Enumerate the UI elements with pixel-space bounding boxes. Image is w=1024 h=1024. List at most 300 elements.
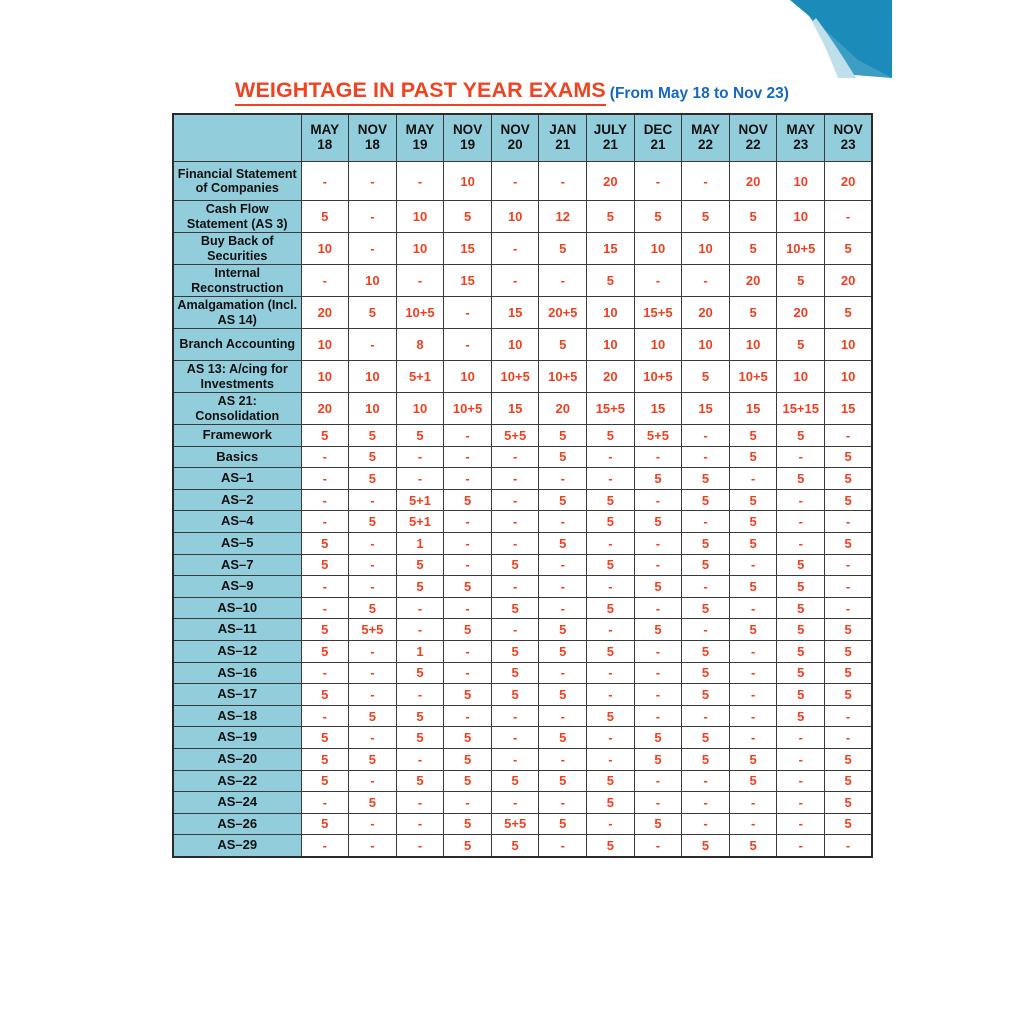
cell-value: 20 xyxy=(301,393,349,425)
cell-value: 10 xyxy=(396,233,444,265)
cell-value: 5 xyxy=(682,468,730,490)
table-row xyxy=(173,619,872,641)
row-label: AS–11 xyxy=(173,619,301,641)
cell-value: 5 xyxy=(539,233,587,265)
cell-value: 5+1 xyxy=(396,489,444,511)
cell-value: - xyxy=(587,468,635,490)
cell-value: 10+5 xyxy=(539,361,587,393)
cell-value: 15 xyxy=(587,233,635,265)
table-head xyxy=(173,114,872,162)
row-label: AS–24 xyxy=(173,792,301,814)
cell-value: 5 xyxy=(587,792,635,814)
row-label: Financial Statement of Companies xyxy=(173,162,301,201)
row-label: AS–17 xyxy=(173,684,301,706)
cell-value: - xyxy=(682,162,730,201)
cell-value: 5 xyxy=(396,554,444,576)
cell-value: 5 xyxy=(825,489,873,511)
cell-value: 15 xyxy=(825,393,873,425)
cell-value: 5+5 xyxy=(491,813,539,835)
cell-value: - xyxy=(634,554,682,576)
cell-value: - xyxy=(634,489,682,511)
cell-value: 5 xyxy=(634,576,682,598)
cell-value: 5 xyxy=(587,705,635,727)
cell-value: - xyxy=(301,446,349,468)
cell-value: - xyxy=(539,162,587,201)
column-header-month: NOV xyxy=(357,122,388,138)
table-row xyxy=(173,297,872,329)
cell-value: 5 xyxy=(825,748,873,770)
cell-value: - xyxy=(444,532,492,554)
column-header-year: 19 xyxy=(460,137,476,152)
cell-value: - xyxy=(825,705,873,727)
cell-value: 5 xyxy=(682,532,730,554)
cell-value: - xyxy=(349,554,397,576)
cell-value: 5 xyxy=(729,489,777,511)
cell-value: 20 xyxy=(777,297,825,329)
cell-value: 5 xyxy=(825,662,873,684)
cell-value: 5 xyxy=(682,684,730,706)
column-header-jan-21 xyxy=(539,114,587,162)
cell-value: 10 xyxy=(634,329,682,361)
cell-value: 5 xyxy=(491,684,539,706)
cell-value: 5 xyxy=(682,640,730,662)
row-label: Branch Accounting xyxy=(173,329,301,361)
cell-value: 5 xyxy=(729,748,777,770)
cell-value: 5 xyxy=(729,297,777,329)
cell-value: - xyxy=(444,468,492,490)
cell-value: 5 xyxy=(539,446,587,468)
cell-value: - xyxy=(634,446,682,468)
cell-value: 5 xyxy=(587,425,635,447)
cell-value: - xyxy=(349,640,397,662)
cell-value: 5 xyxy=(634,748,682,770)
table-row xyxy=(173,489,872,511)
cell-value: 10 xyxy=(349,361,397,393)
cell-value: 5 xyxy=(587,597,635,619)
cell-value: 5 xyxy=(634,813,682,835)
table-row xyxy=(173,361,872,393)
column-header-year: 23 xyxy=(793,137,809,152)
cell-value: 5 xyxy=(777,662,825,684)
cell-value: - xyxy=(729,597,777,619)
cell-value: 5 xyxy=(491,662,539,684)
cell-value: - xyxy=(587,662,635,684)
cell-value: 5 xyxy=(444,201,492,233)
page-title xyxy=(0,78,1024,106)
column-header-year: 20 xyxy=(507,137,523,152)
cell-value: 5 xyxy=(349,748,397,770)
table-row xyxy=(173,813,872,835)
table-row xyxy=(173,201,872,233)
cell-value: - xyxy=(587,727,635,749)
cell-value: 5 xyxy=(539,489,587,511)
cell-value: - xyxy=(444,792,492,814)
cell-value: 15 xyxy=(729,393,777,425)
row-label: Internal Reconstruction xyxy=(173,265,301,297)
cell-value: 5 xyxy=(682,597,730,619)
cell-value: - xyxy=(301,468,349,490)
cell-value: 5 xyxy=(491,597,539,619)
cell-value: - xyxy=(825,425,873,447)
cell-value: - xyxy=(729,792,777,814)
cell-value: 10 xyxy=(396,393,444,425)
cell-value: 20 xyxy=(682,297,730,329)
cell-value: - xyxy=(777,489,825,511)
cell-value: - xyxy=(301,511,349,533)
cell-value: 12 xyxy=(539,201,587,233)
cell-value: 15+15 xyxy=(777,393,825,425)
table-row xyxy=(173,425,872,447)
cell-value: 10 xyxy=(396,201,444,233)
cell-value: - xyxy=(491,748,539,770)
cell-value: - xyxy=(825,511,873,533)
cell-value: - xyxy=(682,770,730,792)
cell-value: 10 xyxy=(777,162,825,201)
cell-value: 5 xyxy=(444,619,492,641)
cell-value: - xyxy=(825,201,873,233)
cell-value: 5 xyxy=(777,468,825,490)
cell-value: - xyxy=(301,792,349,814)
cell-value: - xyxy=(539,576,587,598)
cell-value: 5 xyxy=(777,705,825,727)
cell-value: 15 xyxy=(682,393,730,425)
cell-value: - xyxy=(634,662,682,684)
cell-value: 5 xyxy=(777,640,825,662)
cell-value: 10+5 xyxy=(634,361,682,393)
cell-value: 10 xyxy=(444,162,492,201)
cell-value: 15 xyxy=(491,297,539,329)
cell-value: - xyxy=(349,727,397,749)
cell-value: - xyxy=(396,468,444,490)
cell-value: - xyxy=(682,705,730,727)
cell-value: 20 xyxy=(825,265,873,297)
cell-value: 5 xyxy=(396,770,444,792)
cell-value: 5 xyxy=(444,489,492,511)
column-header-july-21 xyxy=(587,114,635,162)
row-label: AS–20 xyxy=(173,748,301,770)
cell-value: - xyxy=(587,684,635,706)
cell-value: - xyxy=(825,576,873,598)
cell-value: 5 xyxy=(587,489,635,511)
column-header-month: MAY xyxy=(405,122,435,138)
cell-value: 15 xyxy=(634,393,682,425)
cell-value: 20+5 xyxy=(539,297,587,329)
column-header-month: JAN xyxy=(549,122,577,138)
table-row xyxy=(173,835,872,857)
cell-value: 5 xyxy=(682,489,730,511)
cell-value: - xyxy=(444,446,492,468)
cell-value: 5 xyxy=(301,554,349,576)
cell-value: - xyxy=(825,835,873,857)
cell-value: - xyxy=(539,748,587,770)
cell-value: 20 xyxy=(729,162,777,201)
column-header-may-22 xyxy=(682,114,730,162)
table-row xyxy=(173,554,872,576)
cell-value: 15 xyxy=(444,233,492,265)
table-row xyxy=(173,597,872,619)
cell-value: - xyxy=(682,425,730,447)
column-header-nov-23 xyxy=(825,114,873,162)
cell-value: - xyxy=(777,813,825,835)
row-label: AS–7 xyxy=(173,554,301,576)
cell-value: 5 xyxy=(349,446,397,468)
column-header-month: NOV xyxy=(500,122,530,138)
column-header-month: MAY xyxy=(310,122,340,138)
cell-value: 5 xyxy=(729,619,777,641)
cell-value: 10+5 xyxy=(777,233,825,265)
cell-value: 5 xyxy=(634,727,682,749)
column-header-year: 19 xyxy=(412,137,428,152)
cell-value: 5 xyxy=(444,770,492,792)
cell-value: - xyxy=(396,162,444,201)
cell-value: - xyxy=(729,813,777,835)
row-label: AS–4 xyxy=(173,511,301,533)
cell-value: 5+1 xyxy=(396,511,444,533)
cell-value: 5 xyxy=(825,532,873,554)
cell-value: 10 xyxy=(301,329,349,361)
cell-value: 5+5 xyxy=(349,619,397,641)
column-header-month: JULY xyxy=(593,122,627,138)
table-row xyxy=(173,705,872,727)
cell-value: 5 xyxy=(729,835,777,857)
column-header-year: 18 xyxy=(317,137,333,152)
cell-value: 10 xyxy=(301,361,349,393)
cell-value: 10 xyxy=(682,233,730,265)
row-label: AS–2 xyxy=(173,489,301,511)
cell-value: 10+5 xyxy=(729,361,777,393)
cell-value: - xyxy=(682,511,730,533)
cell-value: - xyxy=(301,162,349,201)
cell-value: 10 xyxy=(491,201,539,233)
table-row xyxy=(173,532,872,554)
table-row xyxy=(173,576,872,598)
cell-value: - xyxy=(349,489,397,511)
cell-value: 10 xyxy=(777,201,825,233)
table-row xyxy=(173,640,872,662)
cell-value: - xyxy=(539,468,587,490)
column-header-year: 22 xyxy=(698,137,714,152)
cell-value: 10 xyxy=(349,393,397,425)
cell-value: - xyxy=(491,576,539,598)
cell-value: - xyxy=(634,684,682,706)
column-header-may-18 xyxy=(301,114,349,162)
cell-value: - xyxy=(539,597,587,619)
cell-value: - xyxy=(444,597,492,619)
cell-value: 5 xyxy=(634,511,682,533)
cell-value: 5 xyxy=(396,705,444,727)
cell-value: 5 xyxy=(539,813,587,835)
cell-value: - xyxy=(587,748,635,770)
cell-value: - xyxy=(349,684,397,706)
cell-value: - xyxy=(777,511,825,533)
cell-value: 1 xyxy=(396,532,444,554)
cell-value: - xyxy=(682,619,730,641)
cell-value: - xyxy=(396,446,444,468)
cell-value: 5 xyxy=(444,576,492,598)
cell-value: 15+5 xyxy=(587,393,635,425)
table-row xyxy=(173,446,872,468)
cell-value: - xyxy=(349,813,397,835)
cell-value: 5 xyxy=(682,727,730,749)
cell-value: - xyxy=(396,813,444,835)
table-row xyxy=(173,468,872,490)
cell-value: 5 xyxy=(777,597,825,619)
cell-value: - xyxy=(539,835,587,857)
cell-value: 10+5 xyxy=(396,297,444,329)
row-label: AS–26 xyxy=(173,813,301,835)
cell-value: 5 xyxy=(777,425,825,447)
cell-value: 20 xyxy=(825,162,873,201)
column-header-may-19 xyxy=(396,114,444,162)
cell-value: - xyxy=(539,792,587,814)
cell-value: 5 xyxy=(587,511,635,533)
column-header-year: 21 xyxy=(555,137,571,152)
table-row xyxy=(173,511,872,533)
cell-value: 5 xyxy=(777,684,825,706)
cell-value: - xyxy=(682,446,730,468)
cell-value: 5 xyxy=(301,532,349,554)
row-label: AS–10 xyxy=(173,597,301,619)
cell-value: 5 xyxy=(825,684,873,706)
cell-value: - xyxy=(682,813,730,835)
table-row xyxy=(173,329,872,361)
cell-value: 5 xyxy=(729,233,777,265)
cell-value: - xyxy=(634,597,682,619)
cell-value: - xyxy=(539,511,587,533)
cell-value: 5+5 xyxy=(634,425,682,447)
cell-value: 5 xyxy=(539,532,587,554)
cell-value: 5 xyxy=(444,727,492,749)
row-label: AS–22 xyxy=(173,770,301,792)
cell-value: 10 xyxy=(729,329,777,361)
cell-value: - xyxy=(825,597,873,619)
cell-value: - xyxy=(825,727,873,749)
column-header-nov-19 xyxy=(444,114,492,162)
main-title-text: WEIGHTAGE IN PAST YEAR EXAMS xyxy=(235,78,606,106)
table-row xyxy=(173,684,872,706)
row-label: AS–12 xyxy=(173,640,301,662)
row-label: AS–5 xyxy=(173,532,301,554)
cell-value: 10 xyxy=(444,361,492,393)
cell-value: 5 xyxy=(682,554,730,576)
cell-value: 5 xyxy=(777,619,825,641)
cell-value: 5 xyxy=(444,835,492,857)
cell-value: - xyxy=(349,532,397,554)
cell-value: 10+5 xyxy=(444,393,492,425)
cell-value: 5 xyxy=(587,770,635,792)
cell-value: 10 xyxy=(301,233,349,265)
cell-value: 5 xyxy=(349,297,397,329)
cell-value: 5 xyxy=(301,425,349,447)
cell-value: - xyxy=(587,532,635,554)
cell-value: - xyxy=(444,640,492,662)
cell-value: - xyxy=(491,162,539,201)
cell-value: - xyxy=(729,554,777,576)
cell-value: - xyxy=(491,792,539,814)
cell-value: 5 xyxy=(349,792,397,814)
cell-value: - xyxy=(729,727,777,749)
cell-value: 5 xyxy=(825,619,873,641)
table-row xyxy=(173,393,872,425)
cell-value: - xyxy=(777,727,825,749)
cell-value: - xyxy=(491,705,539,727)
cell-value: - xyxy=(349,770,397,792)
cell-value: 10 xyxy=(587,329,635,361)
column-header-nov-20 xyxy=(491,114,539,162)
cell-value: 10 xyxy=(634,233,682,265)
cell-value: 10 xyxy=(825,329,873,361)
cell-value: 5 xyxy=(539,727,587,749)
cell-value: 5 xyxy=(777,329,825,361)
cell-value: 5 xyxy=(396,425,444,447)
cell-value: - xyxy=(491,489,539,511)
cell-value: - xyxy=(682,265,730,297)
cell-value: 5 xyxy=(444,748,492,770)
cell-value: 5 xyxy=(682,361,730,393)
cell-value: - xyxy=(301,489,349,511)
row-label: Framework xyxy=(173,425,301,447)
cell-value: 20 xyxy=(587,162,635,201)
cell-value: - xyxy=(587,813,635,835)
row-label: AS 21: Consolidation xyxy=(173,393,301,425)
cell-value: 10 xyxy=(491,329,539,361)
cell-value: 5+1 xyxy=(396,361,444,393)
cell-value: 5 xyxy=(349,468,397,490)
cell-value: - xyxy=(777,748,825,770)
cell-value: - xyxy=(396,792,444,814)
cell-value: - xyxy=(634,640,682,662)
cell-value: - xyxy=(396,835,444,857)
cell-value: - xyxy=(491,727,539,749)
page-curl-icon xyxy=(772,0,892,78)
cell-value: - xyxy=(777,792,825,814)
cell-value: 5 xyxy=(634,619,682,641)
cell-value: - xyxy=(634,770,682,792)
cell-value: 5 xyxy=(539,770,587,792)
cell-value: - xyxy=(444,511,492,533)
cell-value: - xyxy=(682,792,730,814)
cell-value: 5 xyxy=(729,532,777,554)
cell-value: 5 xyxy=(587,554,635,576)
cell-value: - xyxy=(396,684,444,706)
cell-value: - xyxy=(349,662,397,684)
cell-value: 5 xyxy=(491,640,539,662)
cell-value: - xyxy=(539,554,587,576)
cell-value: 15+5 xyxy=(634,297,682,329)
table-row xyxy=(173,748,872,770)
cell-value: 5 xyxy=(444,813,492,835)
cell-value: - xyxy=(634,835,682,857)
cell-value: 5 xyxy=(539,329,587,361)
cell-value: 5 xyxy=(349,425,397,447)
cell-value: 5 xyxy=(634,468,682,490)
row-label: Buy Back of Securities xyxy=(173,233,301,265)
table-row xyxy=(173,662,872,684)
cell-value: 5 xyxy=(729,770,777,792)
column-header-dec-21 xyxy=(634,114,682,162)
cell-value: - xyxy=(396,265,444,297)
column-header-month: NOV xyxy=(738,122,768,138)
cell-value: - xyxy=(634,705,682,727)
weightage-table xyxy=(172,113,873,858)
cell-value: - xyxy=(349,835,397,857)
row-label: Cash Flow Statement (AS 3) xyxy=(173,201,301,233)
cell-value: - xyxy=(682,576,730,598)
cell-value: 5 xyxy=(825,770,873,792)
cell-value: 5 xyxy=(539,640,587,662)
cell-value: - xyxy=(634,265,682,297)
cell-value: - xyxy=(777,446,825,468)
